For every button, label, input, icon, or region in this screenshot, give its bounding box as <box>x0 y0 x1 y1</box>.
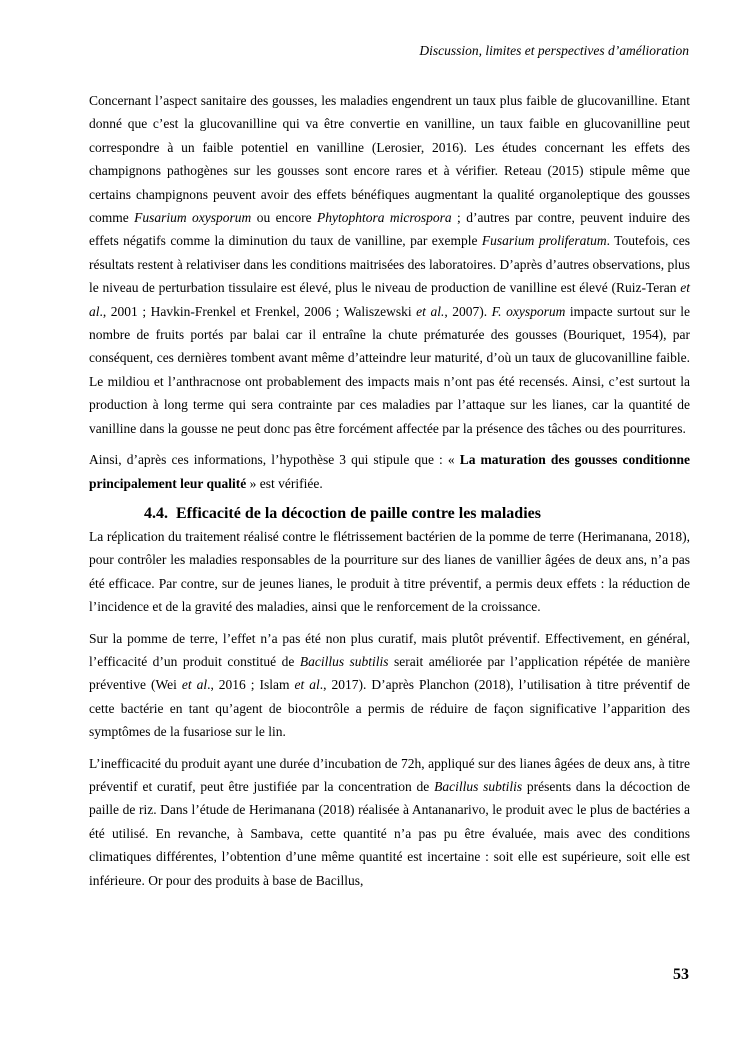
text-run: ; d’autres par contre, peuvent induire des effets négatifs comme la diminution du taux de vanilline, par exemple <box>89 210 690 249</box>
section-title: Efficacité de la décoction de paille contre les maladies <box>176 504 541 522</box>
paragraph-hypothesis <box>89 448 690 495</box>
species-name: Fusarium proliferatum <box>481 233 607 249</box>
citation-et-al: et al <box>294 677 320 693</box>
text-run: Ainsi, d’après ces informations, l’hypothèse 3 qui stipule que : « <box>89 452 460 468</box>
text-run: Concernant l’aspect sanitaire des gousses, les maladies engendrent un taux plus faible de glucovanilline. Etant donné que c’est la glucovanilline qui va être convertie en vanilline, un taux faible en glucovanilline peut correspondre à un faible potentiel en vanilline (Lerosier, 2016). Les études concernant les effets des champignons pathogènes sur les gousses sont encore rares et à vérifier. Reteau (2015) stipule même que certains champignons peuvent avoir des effets bénéfiques augmentant la qualité organoleptique des gousses comme <box>89 93 690 226</box>
text-run: ., 2017). D’après Planchon (2018), l’utilisation à titre préventif de cette bactérie en tant qu’agent de biocontrôle a permis de réduire de façon significative l’apparition des symptômes de la fusariose sur le lin. <box>89 677 691 740</box>
paragraph-inefficacy <box>89 752 690 892</box>
text-run: , 2007). <box>444 303 492 319</box>
paragraph-sanitary-aspect <box>89 89 690 440</box>
citation-et-al: et al. <box>416 303 445 319</box>
text-run: serait améliorée par l’application répétée de manière préventive (Wei <box>89 653 690 693</box>
section-number: 4.4. <box>144 504 168 522</box>
page-number: 53 <box>673 966 689 983</box>
text-run: présents dans la décoction de paille de riz. Dans l’étude de Herimanana (2018) réalisée à Antananarivo, le produit avec le plus de bactéries a été utilisé. En revanche, à Sambava, cette quantité n’a pas pu être évaluée, mais avec des conditions climatiques différentes, l’obtention d’une même quantité est incertaine : soit elle est supérieure, soit elle est inférieure. Or pour des produits à base de Bacillus, <box>89 778 690 888</box>
species-name: F. oxysporum <box>491 303 566 319</box>
paragraph-replication <box>89 525 690 619</box>
running-header: Discussion, limites et perspectives d’amélioration <box>419 43 689 58</box>
section-heading <box>144 503 690 525</box>
paragraph-potato <box>89 627 690 744</box>
text-run: Sur la pomme de terre, l’effet n’a pas été non plus curatif, mais plutôt préventif. Effectivement, en général, l’efficacité d’un produit constitué de <box>89 630 690 669</box>
citation-et-al: et al <box>89 280 690 319</box>
hypothesis-statement: La maturation des gousses conditionne principalement leur qualité <box>89 452 691 491</box>
text-run: ., 2016 ; Islam <box>207 677 295 693</box>
text-run: L’inefficacité du produit ayant une durée d’incubation de 72h, appliqué sur des lianes âgées de deux ans, à titre préventif et curatif, peut être justifiée par la concentration de <box>89 755 690 794</box>
text-run: . Toutefois, ces résultats restent à relativiser dans les conditions maitrisées des laboratoires. D’après d’autres observations, plus le niveau de perturbation tissulaire est élevé, plus le niveau de production de vanilline est élevé (Ruiz-Teran <box>89 233 690 296</box>
text-run: » est vérifiée. <box>246 475 323 491</box>
species-name: Fusarium oxysporum <box>134 210 252 226</box>
citation-et-al: et al <box>181 677 208 693</box>
species-name: Phytophtora microspora <box>316 210 452 226</box>
species-name: Bacillus subtilis <box>299 653 389 669</box>
body-text <box>89 89 690 900</box>
text-run: impacte surtout sur le nombre de fruits portés par balai car il entraîne la chute prématurée des gousses (Bouriquet, 1954), par conséquent, ces dernières tombent avant même d’atteindre leur maturité, d’où un taux de glucovanilline faible. Le mildiou et l’anthracnose ont probablement des impacts mais n’ont pas été recensés. Ainsi, c’est surtout la production à long terme qui sera contrainte par ces maladies par l’attaque sur les lianes, car la quantité de vanilline dans la gousse ne peut donc pas être forcément affectée par la présence des tâches ou des pourritures. <box>89 303 690 436</box>
species-name: Bacillus subtilis <box>434 778 523 794</box>
text-run: ., 2001 ; Havkin-Frenkel et Frenkel, 2006 ; Waliszewski <box>99 303 417 319</box>
text-run: ou encore <box>251 210 317 226</box>
text-run: La réplication du traitement réalisé contre le flétrissement bactérien de la pomme de terre (Herimanana, 2018), pour contrôler les maladies responsables de la pourriture sur des lianes de vanillier âgées de deux ans, n’a pas été efficace. Par contre, sur de jeunes lianes, le produit à titre préventif, a permis deux effets : la réduction de l’incidence et de la gravité des maladies, ainsi que le renforcement de la croissance. <box>89 528 690 615</box>
